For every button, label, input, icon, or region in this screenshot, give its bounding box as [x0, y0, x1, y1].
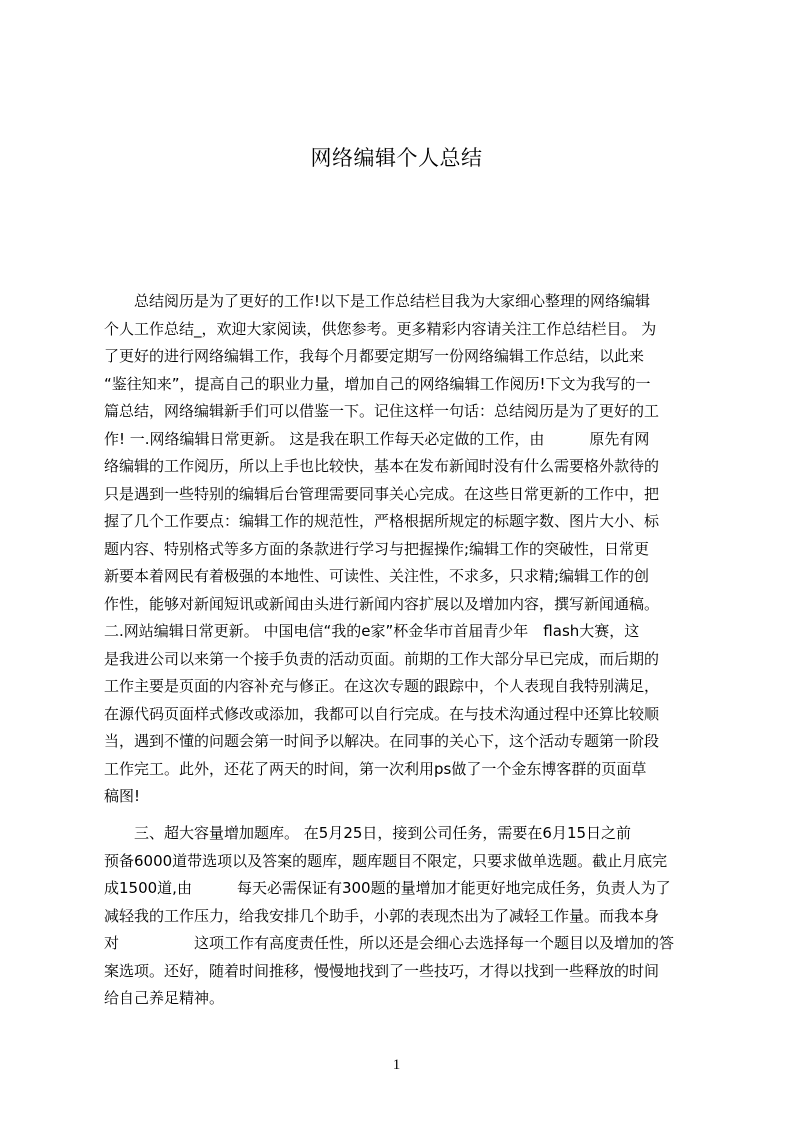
- paragraph-line: 了更好的进行网络编辑工作，我每个月都要定期写一份网络编辑工作总结，以此来: [104, 347, 645, 365]
- paragraph-line: 工作主要是页面的内容补充与修正。在这次专题的跟踪中，个人表现自我特别满足，: [104, 677, 660, 695]
- paragraph-line: 只是遇到一些特别的编辑后台管理需要同事关心完成。在这些日常更新的工作中，把: [104, 484, 660, 503]
- paragraph-line: 减轻我的工作压力，给我安排几个助手，小郭的表现杰出为了减轻工作量。而我本身: [104, 906, 660, 925]
- paragraph-line: 是我进公司以来第一个接手负责的活动页面。前期的工作大部分早已完成，而后期的: [104, 649, 660, 668]
- paragraph-line: 当，遇到不懂的问题会第一时间予以解决。在同事的关心下，这个活动专题第一阶段: [104, 732, 660, 750]
- paragraph-line: 三、超大容量增加题库。 在5月25日，接到公司任务，需要在6月15日之前: [104, 824, 632, 842]
- paragraph-line: 新要本着网民有着极强的本地性、可读性、关注性，不求多，只求精;编辑工作的创: [104, 567, 650, 585]
- paragraph-line: 作! 一.网络编辑日常更新。 这是我在职工作每天必定做的工作，由 原先有网: [104, 429, 650, 448]
- paragraph-line: 握了几个工作要点：编辑工作的规范性，严格根据所规定的标题字数、图片大小、标: [104, 512, 660, 530]
- paragraph-line: 络编辑的工作阅历，所以上手也比较快，基本在发布新闻时没有什么需要格外款待的: [104, 457, 660, 475]
- paragraph-line: “鉴往知来”，提高自己的职业力量，增加自己的网络编辑工作阅历!下文为我写的一: [104, 374, 651, 393]
- paragraph-question-bank: [104, 820, 697, 1013]
- paragraph-line: 二.网站编辑日常更新。 中国电信“我的e家”杯金华市首届青少年 flash大赛，这: [104, 622, 640, 640]
- document-title: 网络编辑个人总结: [310, 146, 483, 170]
- paragraph-line: 工作完工。此外，还花了两天的时间，第一次利用ps做了一个金东博客群的页面草: [104, 759, 647, 778]
- paragraph-line: 题内容、特别格式等多方面的条款进行学习与把握操作;编辑工作的突破性，日常更: [104, 539, 650, 558]
- page-number: 1: [392, 1057, 401, 1073]
- paragraph-line: 总结阅历是为了更好的工作!以下是工作总结栏目我为大家细心整理的网络编辑: [104, 292, 651, 310]
- paragraph-line: 给自己养足精神。: [104, 989, 225, 1007]
- paragraph-line: 稿图!: [104, 787, 141, 805]
- paragraph-work-summary: [104, 288, 697, 811]
- paragraph-line: 个人工作总结_，欢迎大家阅读，供您参考。更多精彩内容请关注工作总结栏目。 为: [104, 319, 657, 338]
- paragraph-line: 案选项。还好，随着时间推移，慢慢地找到了一些技巧，才得以找到一些释放的时间: [104, 961, 660, 980]
- paragraph-line: 篇总结，网络编辑新手们可以借鉴一下。记住这样一句话：总结阅历是为了更好的工: [104, 402, 660, 420]
- paragraph-line: 对 这项工作有高度责任性，所以还是会细心去选择每一个题目以及增加的答: [104, 934, 675, 952]
- paragraph-line: 在源代码页面样式修改或添加，我都可以自行完成。在与技术沟通过程中还算比较顺: [104, 704, 660, 723]
- paragraph-line: 成1500道,由 每天必需保证有300题的量增加才能更好地完成任务，负责人为了: [104, 879, 671, 897]
- paragraph-line: 作性，能够对新闻短讯或新闻由头进行新闻内容扩展以及增加内容，撰写新闻通稿。: [104, 594, 660, 613]
- paragraph-line: 预备6000道带选项以及答案的题库，题库题目不限定，只要求做单选题。截止月底完: [104, 851, 668, 870]
